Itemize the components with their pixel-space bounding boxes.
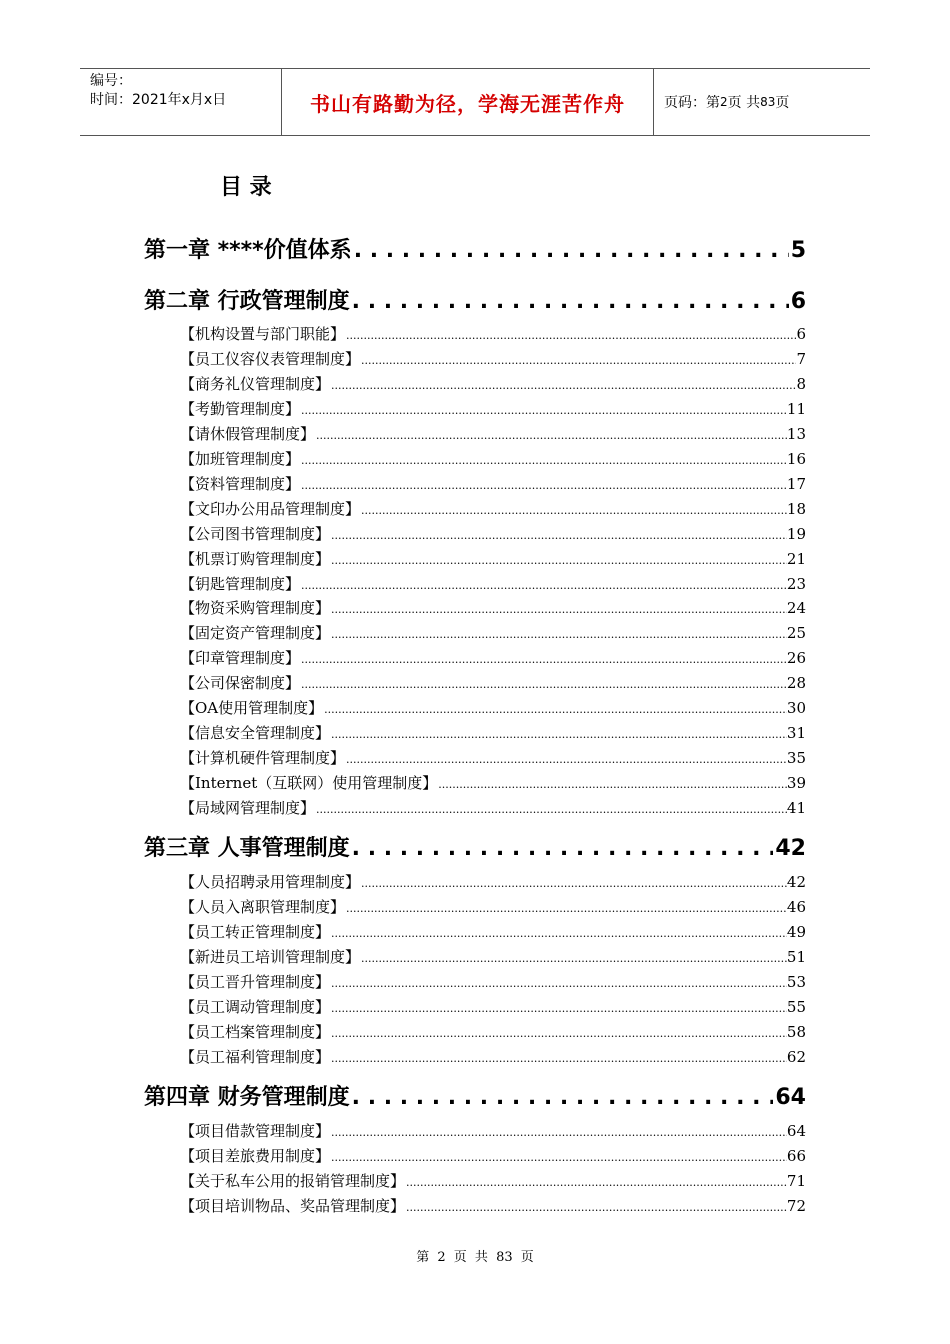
toc-leader-dots bbox=[330, 603, 787, 616]
toc-leader-dots bbox=[300, 653, 787, 666]
toc-section[interactable] bbox=[180, 672, 806, 694]
toc-section-page: 7 bbox=[796, 349, 806, 368]
toc-section-page: 26 bbox=[786, 649, 806, 668]
toc-section-page: 41 bbox=[786, 799, 806, 818]
toc-section-title: 【文印办公用品管理制度】 bbox=[180, 499, 361, 518]
page-suffix: 页 bbox=[775, 95, 790, 111]
toc-leader-dots bbox=[360, 952, 787, 965]
toc-section[interactable] bbox=[180, 896, 806, 918]
toc-leader-dots bbox=[330, 977, 787, 990]
toc-leader-dots bbox=[315, 803, 787, 816]
toc-leader-dots bbox=[315, 429, 787, 442]
toc-section-title: 【商务礼仪管理制度】 bbox=[180, 374, 331, 393]
page-prefix: 页码：第 bbox=[664, 95, 720, 111]
toc-section-page: 35 bbox=[786, 749, 806, 768]
toc-leader-dots bbox=[330, 728, 787, 741]
toc-section[interactable] bbox=[180, 622, 806, 644]
toc-section-title: 【钥匙管理制度】 bbox=[180, 574, 301, 593]
toc-section-title: 【员工调动管理制度】 bbox=[180, 997, 331, 1016]
toc-section-page: 53 bbox=[786, 972, 806, 991]
toc-section-title: 【关于私车公用的报销管理制度】 bbox=[180, 1171, 406, 1190]
toc-leader-dots bbox=[300, 678, 787, 691]
toc-leader-dots bbox=[330, 529, 787, 542]
toc-leader-dots bbox=[345, 329, 796, 342]
toc-section-page: 62 bbox=[786, 1047, 806, 1066]
toc-chapter-page: 5 bbox=[790, 238, 806, 263]
footer-total: 83 bbox=[496, 1250, 513, 1265]
toc-section-title: 【固定资产管理制度】 bbox=[180, 624, 331, 643]
toc-section-title: 【物资采购管理制度】 bbox=[180, 599, 331, 618]
toc-leader-dots bbox=[330, 927, 787, 940]
toc-section-page: 66 bbox=[786, 1146, 806, 1165]
toc-section-page: 72 bbox=[786, 1196, 806, 1215]
toc-section[interactable] bbox=[180, 921, 806, 943]
toc-section[interactable] bbox=[180, 1046, 806, 1068]
header-meta bbox=[80, 69, 282, 135]
toc-section-title: 【新进员工培训管理制度】 bbox=[180, 947, 361, 966]
toc-section-page: 51 bbox=[786, 947, 806, 966]
toc-leader-dots bbox=[350, 1085, 774, 1110]
toc-chapter-page: 64 bbox=[775, 1085, 806, 1110]
toc-section-page: 23 bbox=[786, 574, 806, 593]
toc-section[interactable] bbox=[180, 423, 806, 445]
page-current: 2 bbox=[720, 95, 728, 109]
toc-leader-dots bbox=[360, 504, 787, 517]
toc-title: 目 录 bbox=[220, 175, 272, 200]
toc-leader-dots bbox=[360, 354, 796, 367]
toc-chapter-page: 42 bbox=[775, 836, 806, 861]
page-footer bbox=[0, 1246, 950, 1265]
toc-section-title: 【公司图书管理制度】 bbox=[180, 524, 331, 543]
page-total: 83 bbox=[760, 95, 776, 109]
time-label: 时间：2021年x月x日 bbox=[90, 92, 227, 108]
toc-leader-dots bbox=[300, 579, 787, 592]
toc-leader-dots bbox=[330, 1052, 787, 1065]
toc-section-title: 【OA使用管理制度】 bbox=[180, 699, 324, 718]
toc-chapter-page: 6 bbox=[790, 289, 806, 314]
toc-leader-dots bbox=[330, 1002, 787, 1015]
toc-section-page: 71 bbox=[786, 1171, 806, 1190]
toc-leader-dots bbox=[300, 404, 787, 417]
toc-section-title: 【员工转正管理制度】 bbox=[180, 922, 331, 941]
toc-section[interactable] bbox=[180, 573, 806, 595]
toc-section-page: 8 bbox=[796, 374, 806, 393]
toc-leader-dots bbox=[330, 379, 796, 392]
toc-section-title: 【项目差旅费用制度】 bbox=[180, 1146, 331, 1165]
toc-section-page: 6 bbox=[796, 325, 806, 343]
toc-leader-dots bbox=[330, 628, 787, 641]
toc-leader-dots bbox=[350, 289, 789, 314]
toc-section[interactable] bbox=[180, 797, 806, 819]
toc-section-title: 【机票订购管理制度】 bbox=[180, 549, 331, 568]
toc-leader-dots bbox=[330, 1151, 787, 1164]
toc-leader-dots bbox=[300, 454, 787, 467]
toc-section-title: 【机构设置与部门职能】 bbox=[180, 325, 346, 343]
toc-section-page: 18 bbox=[786, 499, 806, 518]
toc-section-title: 【人员招聘录用管理制度】 bbox=[180, 873, 361, 891]
toc-section-page: 16 bbox=[786, 449, 806, 468]
toc-leader-dots bbox=[330, 1027, 787, 1040]
toc-section-page: 58 bbox=[786, 1022, 806, 1041]
toc-chapter-title: 第四章 财务管理制度 bbox=[144, 1085, 350, 1110]
toc-section-title: 【员工晋升管理制度】 bbox=[180, 972, 331, 991]
toc-section-title: 【计算机硬件管理制度】 bbox=[180, 749, 346, 768]
toc-section[interactable] bbox=[180, 772, 806, 794]
toc-chapter-title: 第三章 人事管理制度 bbox=[144, 836, 350, 861]
toc-section-page: 30 bbox=[786, 699, 806, 718]
toc-section-page: 64 bbox=[786, 1122, 806, 1140]
toc-section-page: 11 bbox=[786, 399, 806, 418]
toc-section-title: 【考勤管理制度】 bbox=[180, 399, 301, 418]
toc-leader-dots bbox=[437, 778, 787, 791]
toc-section-page: 46 bbox=[786, 897, 806, 916]
toc-chapter[interactable] bbox=[144, 831, 806, 861]
toc-leader-dots bbox=[330, 554, 787, 567]
toc-section-title: 【员工档案管理制度】 bbox=[180, 1022, 331, 1041]
toc-section[interactable] bbox=[180, 473, 806, 495]
toc-section-page: 49 bbox=[786, 922, 806, 941]
toc-section-title: 【资料管理制度】 bbox=[180, 474, 301, 493]
toc-section[interactable] bbox=[180, 373, 806, 395]
toc-section[interactable] bbox=[180, 398, 806, 420]
toc-leader-dots bbox=[360, 877, 787, 890]
toc-section[interactable] bbox=[180, 1170, 806, 1192]
toc-section[interactable] bbox=[180, 548, 806, 570]
toc-leader-dots bbox=[330, 1126, 787, 1139]
toc-section[interactable] bbox=[180, 946, 806, 968]
toc-section[interactable] bbox=[180, 1145, 806, 1167]
toc-leader-dots bbox=[352, 238, 789, 263]
toc-section[interactable] bbox=[180, 697, 806, 719]
toc-section[interactable] bbox=[180, 647, 806, 669]
toc-section-title: 【加班管理制度】 bbox=[180, 449, 301, 468]
toc-section-title: 【局域网管理制度】 bbox=[180, 799, 316, 818]
toc-section[interactable] bbox=[180, 871, 806, 893]
toc-section-title: 【员工仪容仪表管理制度】 bbox=[180, 349, 361, 368]
toc-section-page: 21 bbox=[786, 549, 806, 568]
page-header bbox=[80, 68, 870, 136]
toc-section-title: 【请休假管理制度】 bbox=[180, 424, 316, 443]
toc-chapter-title: 第二章 行政管理制度 bbox=[144, 289, 350, 314]
toc-section[interactable] bbox=[180, 523, 806, 545]
toc-section-title: 【项目培训物品、奖品管理制度】 bbox=[180, 1196, 406, 1215]
toc-section-page: 55 bbox=[786, 997, 806, 1016]
toc-section[interactable] bbox=[180, 1021, 806, 1043]
toc-section-title: 【项目借款管理制度】 bbox=[180, 1122, 331, 1140]
toc-leader-dots bbox=[405, 1201, 787, 1214]
toc-section[interactable] bbox=[180, 597, 806, 619]
toc-leader-dots bbox=[323, 703, 787, 716]
toc-section[interactable] bbox=[180, 996, 806, 1018]
toc-section-title: 【印章管理制度】 bbox=[180, 649, 301, 668]
toc-section-page: 31 bbox=[786, 724, 806, 743]
toc-section[interactable] bbox=[180, 498, 806, 520]
toc-section[interactable] bbox=[180, 448, 806, 470]
toc-section-page: 17 bbox=[786, 474, 806, 493]
toc-section-page: 39 bbox=[786, 774, 806, 793]
number-label: 编号： bbox=[90, 73, 132, 89]
toc-section-page: 13 bbox=[786, 424, 806, 443]
toc-section-page: 28 bbox=[786, 674, 806, 693]
toc-leader-dots bbox=[405, 1176, 787, 1189]
toc-section-page: 24 bbox=[786, 599, 806, 618]
toc-chapter[interactable] bbox=[144, 284, 806, 314]
footer-current: 2 bbox=[437, 1250, 446, 1265]
toc-section-page: 25 bbox=[786, 624, 806, 643]
toc-chapter[interactable] bbox=[144, 1080, 806, 1110]
toc-section[interactable] bbox=[180, 1195, 806, 1217]
toc-section-title: 【信息安全管理制度】 bbox=[180, 724, 331, 743]
toc-section-page: 42 bbox=[786, 873, 806, 891]
page-mid: 页 共 bbox=[727, 95, 761, 111]
header-page-info bbox=[654, 69, 870, 135]
toc-section[interactable] bbox=[180, 747, 806, 769]
toc-section-page: 19 bbox=[786, 524, 806, 543]
footer-prefix: 第 bbox=[416, 1250, 430, 1265]
toc-section-title: 【人员入离职管理制度】 bbox=[180, 897, 346, 916]
toc-chapter-title: 第一章 ****价值体系 bbox=[144, 238, 352, 263]
toc-section-title: 【员工福利管理制度】 bbox=[180, 1047, 331, 1066]
footer-suffix: 页 bbox=[520, 1250, 534, 1265]
toc-chapter[interactable] bbox=[144, 233, 806, 263]
toc-section-title: 【公司保密制度】 bbox=[180, 674, 301, 693]
toc-section-title: 【Internet（互联网）使用管理制度】 bbox=[180, 774, 438, 793]
toc-leader-dots bbox=[345, 753, 787, 766]
footer-mid: 页 共 bbox=[453, 1250, 488, 1265]
toc-section[interactable] bbox=[180, 1120, 806, 1142]
toc-leader-dots bbox=[345, 902, 787, 915]
toc-section[interactable] bbox=[180, 348, 806, 370]
toc-section[interactable] bbox=[180, 722, 806, 744]
toc-leader-dots bbox=[350, 836, 774, 861]
toc-section[interactable] bbox=[180, 323, 806, 345]
toc-section[interactable] bbox=[180, 971, 806, 993]
toc-leader-dots bbox=[300, 479, 787, 492]
header-motto: 书山有路勤为径，学海无涯苦作舟 bbox=[282, 69, 654, 135]
